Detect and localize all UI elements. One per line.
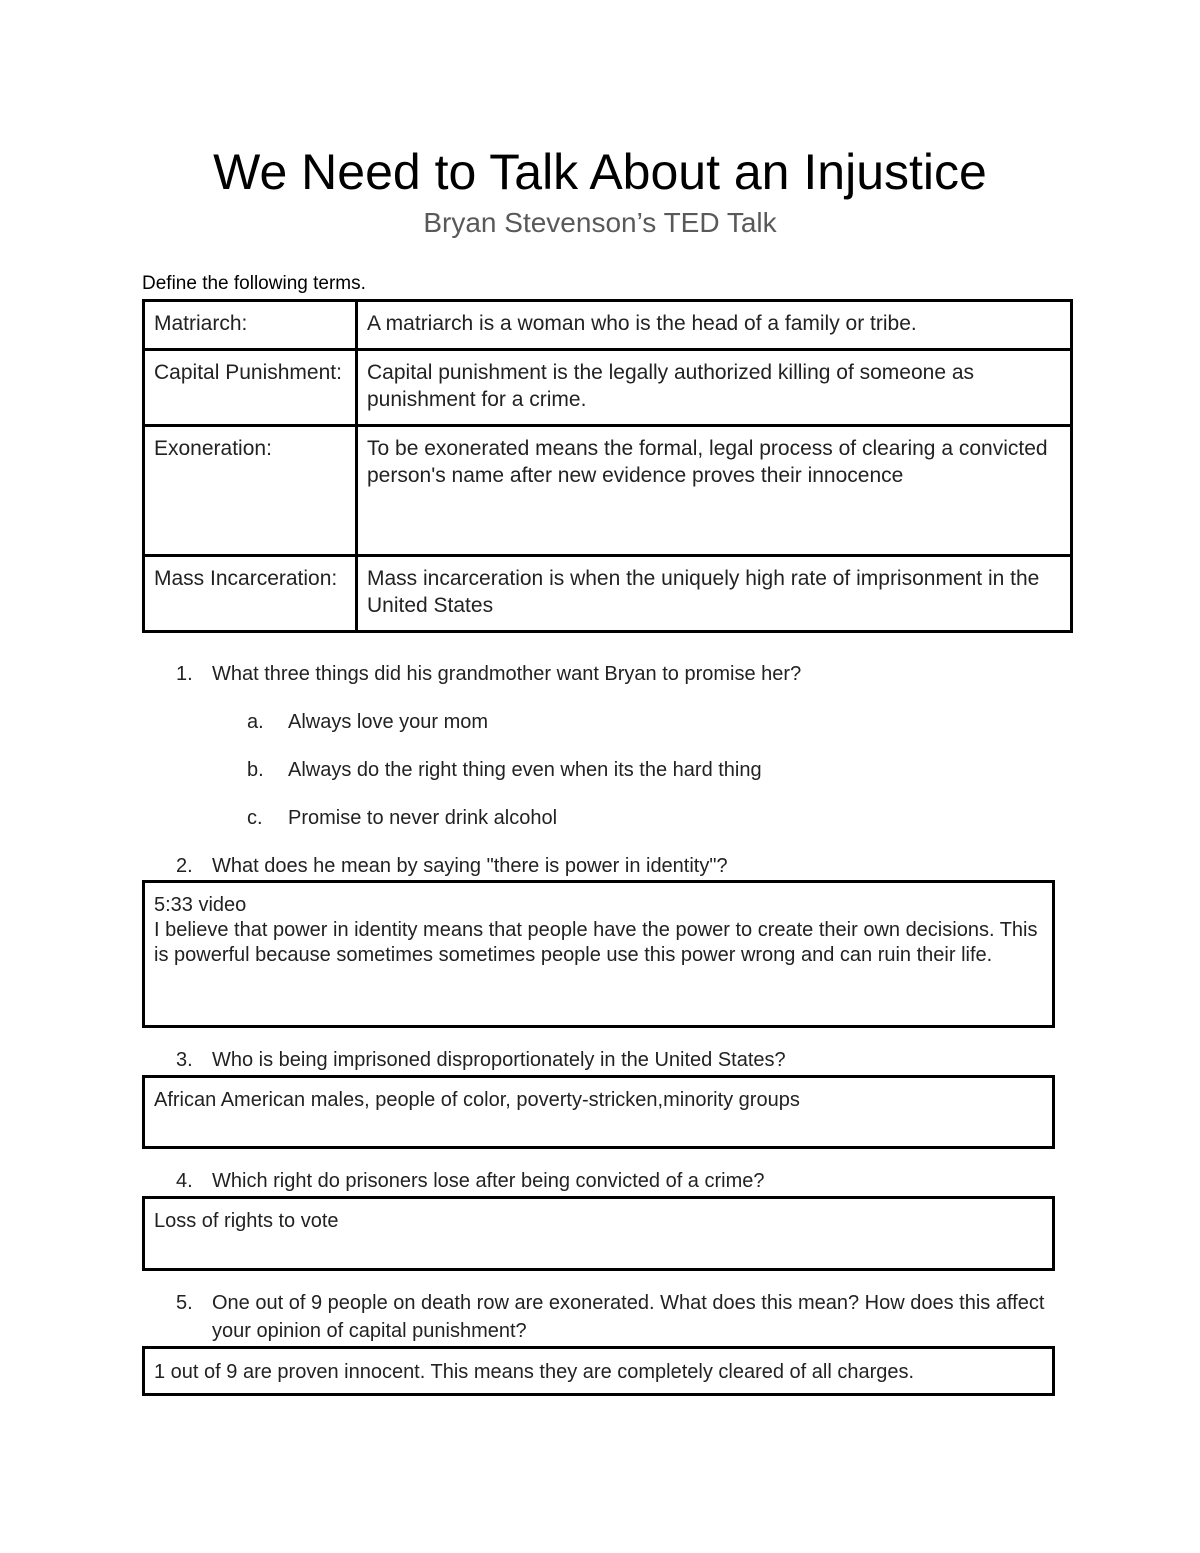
instruction-text: Define the following terms. bbox=[142, 273, 366, 294]
list-item: Always do the right thing even when its the hard thing bbox=[288, 759, 762, 781]
answer-line: Loss of rights to vote bbox=[154, 1210, 339, 1232]
answer-box[interactable] bbox=[142, 880, 1055, 1028]
term-cell: Matriarch: bbox=[144, 301, 357, 350]
answer-line: I believe that power in identity means that people have the power to create their own decisions. This is powerful because sometimes sometimes people use this power wrong and can ruin their life. bbox=[154, 919, 1038, 966]
list-item-letter: c. bbox=[247, 807, 263, 829]
table-row bbox=[144, 350, 1072, 426]
answer-line: 1 out of 9 are proven innocent. This means they are completely cleared of all charges. bbox=[154, 1361, 915, 1383]
table-row bbox=[144, 556, 1072, 632]
page-subtitle: Bryan Stevenson’s TED Talk bbox=[423, 207, 777, 238]
definition-cell[interactable]: Capital punishment is the legally authorized killing of someone as punishment for a crime. bbox=[357, 350, 1072, 426]
question-number: 3. bbox=[176, 1049, 193, 1071]
term-cell: Capital Punishment: bbox=[144, 350, 357, 426]
list-item: Promise to never drink alcohol bbox=[288, 807, 558, 829]
table-row bbox=[144, 301, 1072, 350]
terms-table bbox=[142, 299, 1073, 633]
definition-cell[interactable]: To be exonerated means the formal, legal process of clearing a convicted person's name after new evidence proves their innocence bbox=[357, 426, 1072, 556]
answer-box[interactable] bbox=[142, 1075, 1055, 1149]
answer-line: African American males, people of color, poverty-stricken,minority groups bbox=[154, 1089, 800, 1111]
list-item-letter: b. bbox=[247, 759, 264, 781]
question-number: 4. bbox=[176, 1170, 193, 1192]
question-number: 5. bbox=[176, 1292, 193, 1314]
question-number: 2. bbox=[176, 855, 193, 877]
question-text: Which right do prisoners lose after being convicted of a crime? bbox=[212, 1170, 765, 1192]
answer-box[interactable] bbox=[142, 1196, 1055, 1271]
question-text: Who is being imprisoned disproportionately in the United States? bbox=[212, 1049, 786, 1071]
page-title: We Need to Talk About an Injustice bbox=[213, 144, 987, 200]
answer-box[interactable] bbox=[142, 1346, 1055, 1396]
definition-cell[interactable]: Mass incarceration is when the uniquely high rate of imprisonment in the United States bbox=[357, 556, 1072, 632]
table-row bbox=[144, 426, 1072, 556]
question-text: What three things did his grandmother want Bryan to promise her? bbox=[212, 663, 802, 685]
question-text: What does he mean by saying "there is power in identity"? bbox=[212, 855, 728, 877]
term-cell: Exoneration: bbox=[144, 426, 357, 556]
question-number: 1. bbox=[176, 663, 193, 685]
question-text: One out of 9 people on death row are exonerated. What does this mean? How does this affect your opinion of capital punishment? bbox=[212, 1292, 1045, 1342]
term-cell: Mass Incarceration: bbox=[144, 556, 357, 632]
definition-cell[interactable]: A matriarch is a woman who is the head of a family or tribe. bbox=[357, 301, 1072, 350]
list-item: Always love your mom bbox=[288, 711, 489, 733]
list-item-letter: a. bbox=[247, 711, 264, 733]
answer-line: 5:33 video bbox=[154, 894, 247, 916]
